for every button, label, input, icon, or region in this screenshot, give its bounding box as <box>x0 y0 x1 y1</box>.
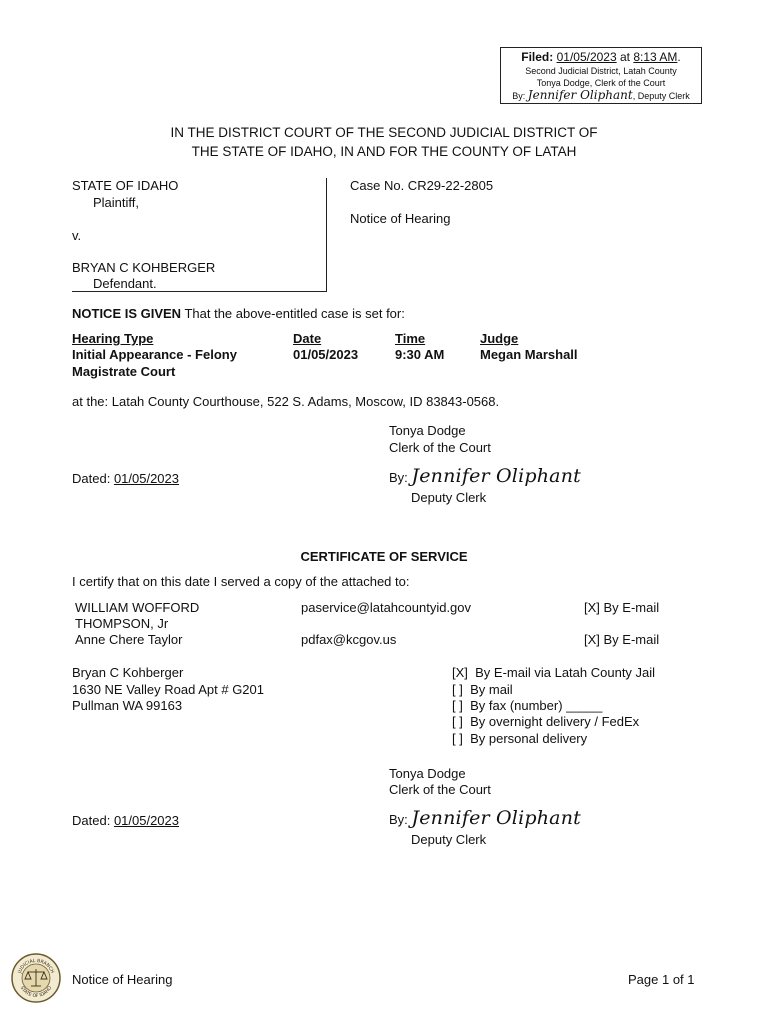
header-date: Date <box>293 331 322 346</box>
method-label: By mail <box>470 682 513 697</box>
idaho-judicial-seal-icon <box>11 953 61 1003</box>
header-judge: Judge <box>480 331 519 346</box>
clerk-title-1: Clerk of the Court <box>389 440 491 455</box>
court-line-1: IN THE DISTRICT COURT OF THE SECOND JUDICIAL DISTRICT OF <box>170 125 598 140</box>
filed-at: at <box>620 50 631 64</box>
hearing-judge: Megan Marshall <box>480 347 578 362</box>
footer-page: Page 1 of 1 <box>628 972 695 987</box>
stamp-district: Second Judicial District, Latah County <box>525 66 677 76</box>
dated-line-1 <box>72 471 179 486</box>
certificate-title: CERTIFICATE OF SERVICE <box>300 549 468 564</box>
recipient-1-name-line-2: THOMPSON, Jr <box>75 616 169 631</box>
signature-2: Jennifer Oliphant <box>411 807 581 829</box>
court-caption <box>0 123 768 161</box>
deputy-2: Deputy Clerk <box>411 832 487 847</box>
method-box: [X] <box>452 665 468 680</box>
hearing-location: at the: Latah County Courthouse, 522 S. Adams, Moscow, ID 83843-0568. <box>72 394 500 409</box>
method-row <box>452 731 587 746</box>
method-row <box>452 665 655 680</box>
method-row <box>452 682 513 697</box>
hearing-date: 01/05/2023 <box>293 347 359 362</box>
case-number: Case No. CR29-22-2805 <box>350 178 494 193</box>
method-row <box>452 714 639 729</box>
by-label-1: By: <box>389 470 408 485</box>
header-time: Time <box>395 331 426 346</box>
deputy-1: Deputy Clerk <box>411 490 487 505</box>
recipient-1-name-line-1: WILLIAM WOFFORD <box>75 600 200 615</box>
footer-title: Notice of Hearing <box>72 972 173 987</box>
stamp-clerk: Tonya Dodge, Clerk of the Court <box>536 78 666 88</box>
signature-1: Jennifer Oliphant <box>411 465 581 487</box>
filed-time: 8:13 AM <box>633 50 678 64</box>
recipient-1-email: paservice@latahcountyid.gov <box>301 600 472 615</box>
seal-text-bottom: STATE OF IDAHO <box>18 985 54 1000</box>
stamp-signature: Jennifer Oliphant <box>527 88 633 102</box>
caption-divider-horizontal <box>72 291 327 292</box>
plaintiff-role: Plaintiff, <box>93 195 140 210</box>
stamp-by-label: By: <box>512 91 526 101</box>
defendant-address-line-3: Pullman WA 99163 <box>72 698 183 713</box>
dated-line-2 <box>72 813 179 828</box>
method-label: By E-mail via Latah County Jail <box>475 665 656 680</box>
plaintiff-name: STATE OF IDAHO <box>72 178 179 193</box>
recipient-2-name: Anne Chere Taylor <box>75 632 183 647</box>
notice-line <box>72 306 405 321</box>
dated-label-1: Dated: <box>72 471 111 486</box>
clerk-name-2: Tonya Dodge <box>389 766 466 781</box>
method-box: [ ] <box>452 714 463 729</box>
by-label-2: By: <box>389 812 408 827</box>
filed-period: . <box>677 50 681 64</box>
method-box: [ ] <box>452 682 463 697</box>
seal-text-top: JUDICIAL BRANCH <box>17 958 55 975</box>
document-title: Notice of Hearing <box>350 211 451 226</box>
dated-value-1: 01/05/2023 <box>113 471 180 486</box>
method-label: By fax (number) _____ <box>470 698 603 713</box>
versus: v. <box>72 228 82 243</box>
by-line-2 <box>389 807 581 829</box>
hearing-type-line-2: Magistrate Court <box>72 364 176 379</box>
header-hearing-type: Hearing Type <box>72 331 154 346</box>
method-label: By personal delivery <box>470 731 588 746</box>
recipient-2-email: pdfax@kcgov.us <box>301 632 397 647</box>
defendant-role: Defendant. <box>93 276 157 291</box>
notice-text: That the above-entitled case is set for: <box>181 306 405 321</box>
caption-divider-vertical <box>326 178 327 292</box>
filed-label: Filed: <box>521 50 554 64</box>
dated-value-2: 01/05/2023 <box>113 813 180 828</box>
defendant-address-line-1: Bryan C Kohberger <box>72 665 184 680</box>
method-box: [ ] <box>452 731 463 746</box>
by-line-1 <box>389 465 581 487</box>
method-box: [ ] <box>452 698 463 713</box>
method-row <box>452 698 602 713</box>
certificate-statement: I certify that on this date I served a copy of the attached to: <box>72 574 410 589</box>
dated-label-2: Dated: <box>72 813 111 828</box>
method-label: By overnight delivery / FedEx <box>470 714 640 729</box>
filed-date: 01/05/2023 <box>556 50 617 64</box>
hearing-type-line-1: Initial Appearance - Felony <box>72 347 237 362</box>
filed-stamp <box>500 47 702 104</box>
clerk-title-2: Clerk of the Court <box>389 782 491 797</box>
court-line-2: THE STATE OF IDAHO, IN AND FOR THE COUNTY OF LATAH <box>191 144 577 159</box>
hearing-time: 9:30 AM <box>395 347 445 362</box>
clerk-name-1: Tonya Dodge <box>389 423 466 438</box>
recipient-2-method: [X] By E-mail <box>584 632 660 647</box>
stamp-by-line <box>501 89 701 102</box>
defendant-address-line-2: 1630 NE Valley Road Apt # G201 <box>72 682 264 697</box>
recipient-1-method: [X] By E-mail <box>584 600 660 615</box>
defendant-name: BRYAN C KOHBERGER <box>72 260 216 275</box>
stamp-deputy: , Deputy Clerk <box>632 91 690 101</box>
filed-line <box>501 50 701 65</box>
notice-lead: NOTICE IS GIVEN <box>72 306 182 321</box>
